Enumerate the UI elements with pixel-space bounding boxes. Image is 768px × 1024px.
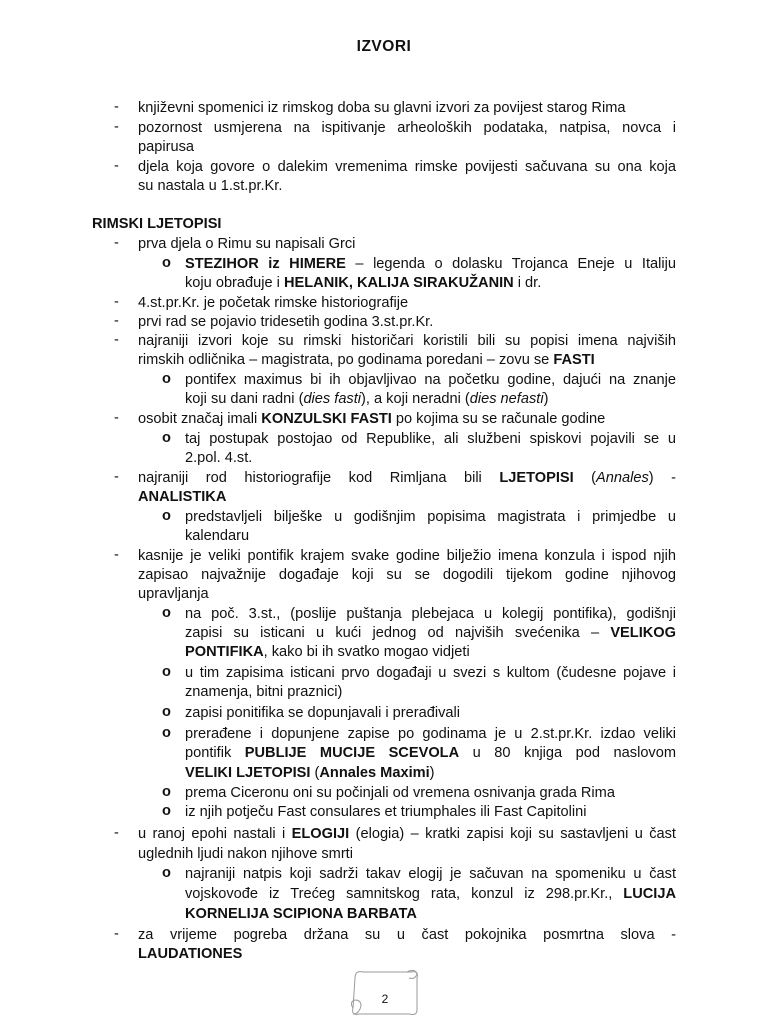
text-segment: ) — [543, 391, 549, 407]
bold-text: Annales Maximi — [319, 765, 430, 781]
text-line: prvi rad se pojavio tridesetih godina 3.st.pr.Kr. — [138, 314, 434, 330]
bold-text: PUBLIJE MUCIJE SCEVOLA — [244, 745, 460, 761]
dash-marker: - — [114, 294, 119, 310]
text-line: uglednih ljudi nakon njihove smrti — [138, 846, 353, 862]
page-number-scroll — [345, 966, 425, 1018]
bullet-marker: o — [162, 704, 171, 720]
text-segment: , kako bi ih svatko mogao vidjeti — [263, 644, 470, 660]
bullet-marker: o — [162, 865, 171, 881]
bold-text: VELIKOG — [610, 625, 676, 641]
text-line: zapisi ponitifika se dopunjavali i prerađivali — [185, 705, 461, 721]
text-line: 4.st.pr.Kr. je početak rimske historiografije — [138, 295, 409, 311]
dash-marker: - — [114, 332, 119, 348]
italic-text: dies fasti — [303, 391, 362, 407]
text-segment: ) - — [648, 470, 676, 486]
italic-text: dies nefasti — [469, 391, 544, 407]
text-line: prema Ciceronu oni su počinjali od vremena osnivanja grada Rima — [185, 785, 615, 801]
text-line: upravljanja — [138, 586, 209, 602]
bullet-marker: o — [162, 255, 171, 271]
text-line: na poč. 3.st., (poslije puštanja plebejaca u kolegij pontifika), godišnji — [185, 606, 676, 622]
section-heading: RIMSKI LJETOPISI — [92, 216, 222, 232]
text-line — [138, 825, 676, 844]
text-segment: u ranoj epohi nastali i — [138, 826, 292, 842]
bold-text: STEZIHOR iz HIMERE — [185, 256, 346, 272]
bullet-marker: o — [162, 725, 171, 741]
text-line: pontifex maximus bi ih objavljivao na početku godine, dajući na znanje — [185, 372, 676, 388]
text-line — [185, 255, 676, 274]
text-line: predstavljeli bilješke u godišnjim popisima magistrata i primjedbe u — [185, 509, 676, 525]
text-segment: u 80 knjiga pod naslovom — [459, 745, 676, 761]
bold-text: PONTIFIKA — [185, 644, 264, 660]
text-line: prerađene i dopunjene zapise po godinama je u 2.st.pr.Kr. izdao veliki — [185, 726, 676, 742]
text-line — [185, 744, 676, 763]
text-segment: rimskih odličnika – magistrata, po godinama poredani – zovu se — [138, 352, 554, 368]
intro-line: pozornost usmjerena na ispitivanje arheoloških podataka, natpisa, novca i — [138, 120, 676, 136]
text-line: 2.pol. 4.st. — [185, 450, 253, 466]
text-line — [185, 274, 541, 293]
text-line: prva djela o Rimu su napisali Grci — [138, 236, 356, 252]
text-line — [185, 624, 676, 643]
text-segment: po kojima su se računale godine — [391, 411, 606, 427]
bullet-marker: o — [162, 605, 171, 621]
text-line: najraniji izvori koje su rimski historičari koristili bili su popisi imena najviših — [138, 333, 676, 349]
bold-text: LJETOPISI — [499, 470, 574, 486]
dash-marker: - — [114, 158, 119, 174]
text-line: zapisao najvažnije događaje koji su se dogodili tijekom godine njihovog — [138, 567, 676, 583]
text-segment: ( — [573, 470, 597, 486]
text-line — [185, 764, 435, 783]
text-line: u tim zapisima isticani prvo događaji u svezi s kultom (čudesne pojave i — [185, 665, 676, 681]
intro-line: književni spomenici iz rimskog doba su glavni izvori za povijest starog Rima — [138, 100, 626, 116]
text-segment: ( — [310, 765, 320, 781]
text-line — [138, 469, 676, 488]
intro-line: su nastala u 1.st.pr.Kr. — [138, 178, 283, 194]
text-line: za vrijeme pogreba držana su u čast pokojnika posmrtna slova - — [138, 927, 676, 943]
text-line: KORNELIJA SCIPIONA BARBATA — [185, 906, 417, 922]
text-segment: ) — [429, 765, 435, 781]
text-segment: (elogia) – kratki zapisi koji su sastavljeni u čast — [349, 826, 676, 842]
bullet-marker: o — [162, 371, 171, 387]
bold-text: HELANIK, KALIJA SIRAKUŽANIN — [283, 275, 514, 291]
bullet-marker: o — [162, 508, 171, 524]
text-segment: ), a koji neradni ( — [361, 391, 470, 407]
page-number: 2 — [381, 992, 389, 1006]
text-line: najraniji natpis koji sadrži takav elogij je sačuvan na spomeniku u čast — [185, 866, 676, 882]
text-line: znamenja, bitni praznici) — [185, 684, 343, 700]
dash-marker: - — [114, 99, 119, 115]
dash-marker: - — [114, 547, 119, 563]
text-line: kalendaru — [185, 528, 250, 544]
text-segment: i dr. — [513, 275, 542, 291]
text-line: kasnije je veliki pontifik krajem svake godine bilježio imena konzula i ispod njih — [138, 548, 676, 564]
dash-marker: - — [114, 825, 119, 841]
dash-marker: - — [114, 119, 119, 135]
dash-marker: - — [114, 313, 119, 329]
text-segment: osobit značaj imali — [138, 411, 262, 427]
text-segment: zapisi su isticani u kući jednog od najviših svećenika – — [185, 625, 611, 641]
bold-text: FASTI — [553, 352, 595, 368]
dash-marker: - — [114, 235, 119, 251]
dash-marker: - — [114, 410, 119, 426]
text-segment: pontifik — [185, 745, 245, 761]
text-line — [185, 390, 548, 409]
dash-marker: - — [114, 469, 119, 485]
bullet-marker: o — [162, 664, 171, 680]
text-line: LAUDATIONES — [138, 946, 243, 962]
text-segment: koju obrađuje i — [185, 275, 284, 291]
text-line: taj postupak postojao od Republike, ali službeni spiskovi pojavili se u — [185, 431, 676, 447]
page-title: IZVORI — [356, 38, 412, 55]
bold-text: LUCIJA — [623, 886, 676, 902]
text-segment: – legenda o dolasku Trojanca Eneje u Italiju — [345, 256, 676, 272]
italic-text: Annales — [596, 470, 649, 486]
text-line — [185, 885, 676, 904]
intro-line: papirusa — [138, 139, 194, 155]
text-line — [138, 410, 605, 429]
text-segment: vojskovođe iz Trećeg samnitskog rata, konzul iz 298.pr.Kr., — [185, 886, 624, 902]
text-segment: najraniji rod historiografije kod Rimljana bili — [138, 470, 500, 486]
text-segment: koji su dani radni ( — [185, 391, 304, 407]
bold-text: VELIKI LJETOPISI — [185, 765, 311, 781]
text-line — [185, 643, 470, 662]
intro-line: djela koja govore o dalekim vremenima rimske povijesti sačuvana su ona koja — [138, 159, 676, 175]
text-line: ANALISTIKA — [138, 489, 227, 505]
bold-text: KONZULSKI FASTI — [261, 411, 392, 427]
bullet-marker: o — [162, 803, 171, 819]
bullet-marker: o — [162, 430, 171, 446]
bold-text: ELOGIJI — [291, 826, 350, 842]
dash-marker: - — [114, 926, 119, 942]
text-line: iz njih potječu Fast consulares et triumphales ili Fast Capitolini — [185, 804, 587, 820]
text-line — [138, 351, 595, 370]
bullet-marker: o — [162, 784, 171, 800]
